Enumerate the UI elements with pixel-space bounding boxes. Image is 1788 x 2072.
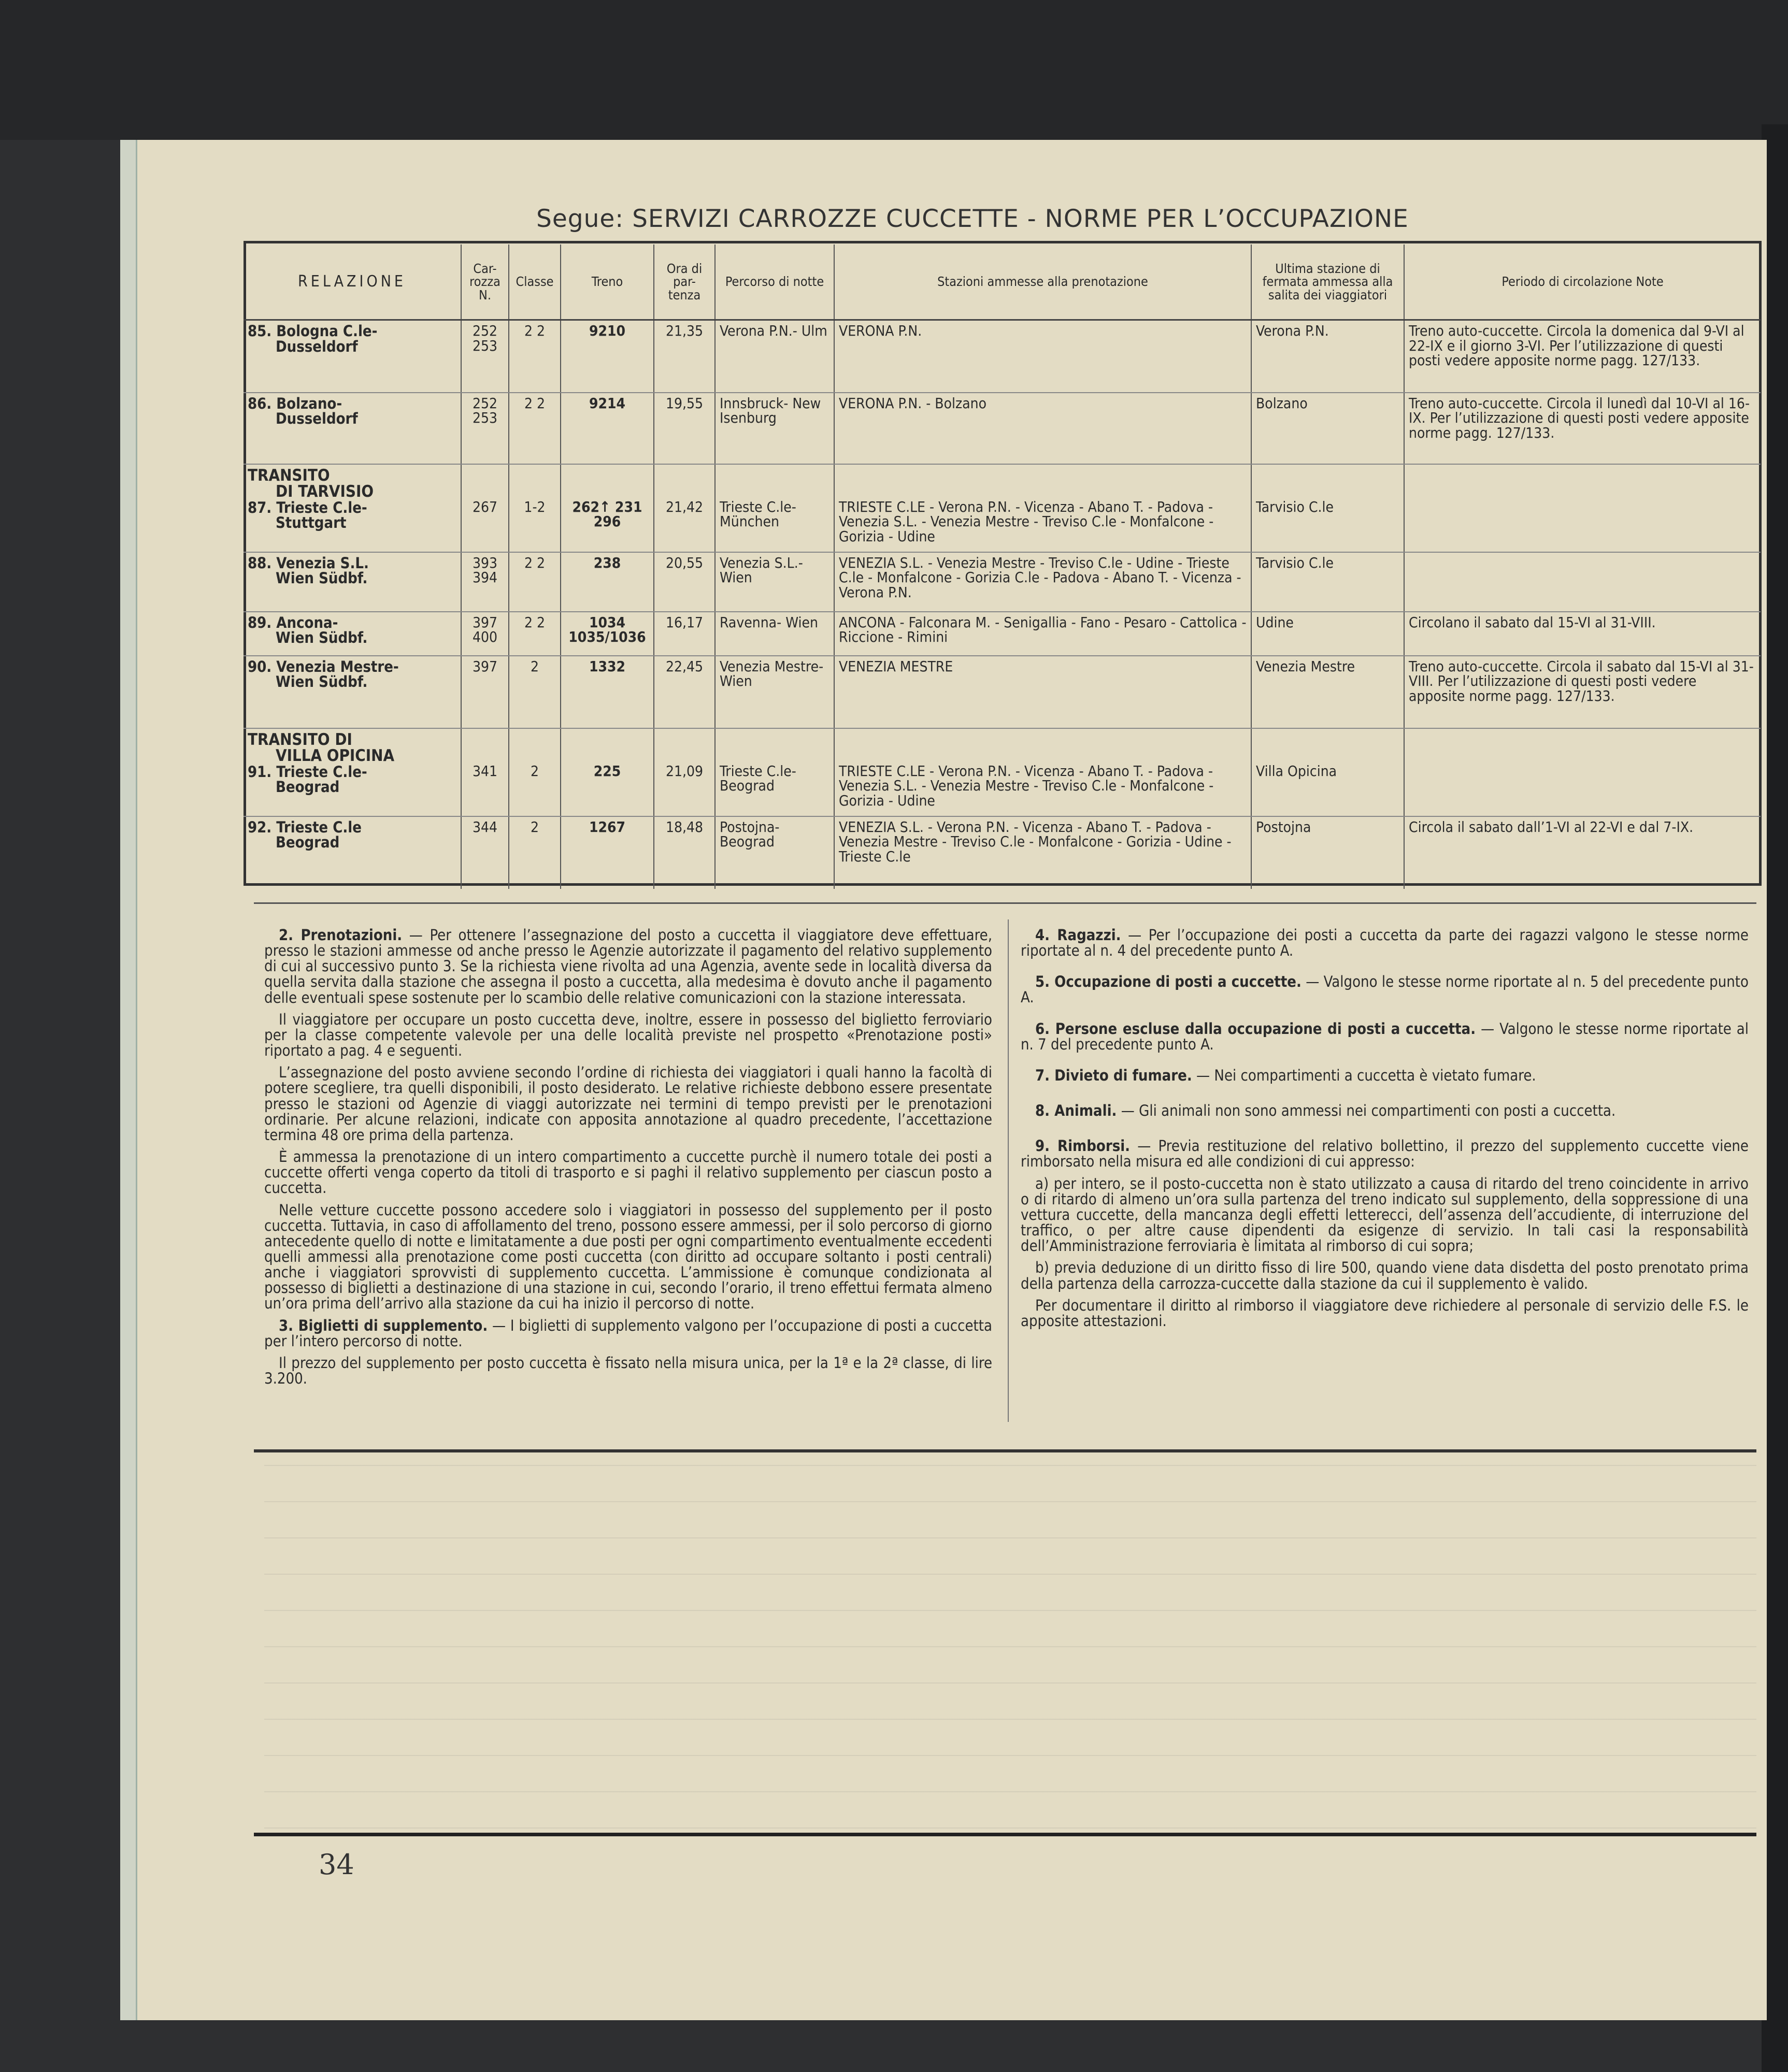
row-ultima: Venezia Mestre <box>1251 656 1404 728</box>
row-classe: 2 2 <box>509 552 561 612</box>
row-stazioni: ANCONA - Falconara M. - Senigallia - Fano - Pesaro - Cattolica - Riccione - Rimini <box>834 612 1251 656</box>
row-ultima: Tarvisio C.le <box>1251 464 1404 552</box>
row-stazioni: VERONA P.N. <box>834 320 1251 393</box>
section-divider <box>254 902 1756 904</box>
right-column <box>1021 927 1749 1335</box>
binder-background <box>0 0 1788 140</box>
row-stazioni: VENEZIA S.L. - Verona P.N. - Vicenza - Abano T. - Padova - Venezia Mestre - Treviso C.le - Monfalcone - Gorizia - Udine - Trieste C.le <box>834 816 1251 889</box>
row-classe: 2 2 <box>509 612 561 656</box>
row-carrozza: 397 400 <box>461 612 509 656</box>
header-ora: Ora di par-tenza <box>654 244 715 320</box>
row-treno: 9210 <box>561 320 654 393</box>
row-carrozza: 267 <box>461 464 509 552</box>
row-classe: 2 <box>509 728 561 816</box>
paragraph: b) previa deduzione di un diritto fisso di lire 500, quando viene data disdetta del posto prenotato prima della partenza della carrozza-cuccette dalla stazione da cui il supplemento è valido. <box>1021 1259 1749 1292</box>
row-classe: 1-2 <box>509 464 561 552</box>
row-ora: 21,42 <box>654 464 715 552</box>
row-carrozza: 252 253 <box>461 393 509 464</box>
row-ultima: Bolzano <box>1251 393 1404 464</box>
header-stazioni: Stazioni ammesse alla prenotazione <box>834 244 1251 320</box>
section-tarvisio: TRANSITO <box>248 466 330 485</box>
row-carrozza: 397 <box>461 656 509 728</box>
row-note: Treno auto-cuccette. Circola la domenica dal 9-VI al 22-IX e il giorno 3-VI. Per l’utilizzazione di questi posti vedere apposite norme pagg. 127/133. <box>1404 320 1761 393</box>
paragraph-prenotazioni: 2. Prenotazioni. — Per ottenere l’assegnazione del posto a cuccetta il viaggiatore deve effettuare, presso le stazioni ammesse od anche presso le Agenzie autorizzate il pagamento del relativo supplemento di cui al successivo punto 3. Se la richiesta viene rivolta ad una Agenzia, avente sede in località diversa da quella servita dalla stazione che assegna il posto a cuccetta, alla medesima è dovuto anche il pagamento delle eventuali spese sostenute per lo scambio delle relative comunicazioni con la stazione interessata. <box>264 926 992 1006</box>
row-ultima: Tarvisio C.le <box>1251 552 1404 612</box>
row-carrozza: 341 <box>461 728 509 816</box>
paragraph: È ammessa la prenotazione di un intero compartimento a cuccette purchè il numero totale dei posti a cuccette offerti venga coperto da titoli di trasporto e si paghi il relativo supplemento per ciascun posto a cuccetta. <box>264 1148 992 1197</box>
row-carrozza: 252 253 <box>461 320 509 393</box>
header-percorso: Percorso di notte <box>715 244 834 320</box>
table-row <box>244 320 1761 393</box>
timetable <box>244 244 1761 889</box>
paragraph-biglietti: 3. Biglietti di supplemento. — I biglietti di supplemento valgono per l’occupazione di posti a cuccetta per l’intero percorso di notte. <box>264 1316 992 1350</box>
row-ora: 16,17 <box>654 612 715 656</box>
paragraph: Il prezzo del supplemento per posto cuccetta è fissato nella misura unica, per la 1ª e la 2ª classe, di lire 3.200. <box>264 1354 992 1388</box>
row-ora: 22,45 <box>654 656 715 728</box>
row-percorso: Innsbruck- New Isenburg <box>715 393 834 464</box>
row-classe: 2 <box>509 816 561 889</box>
row-treno: 9214 <box>561 393 654 464</box>
header-ultima: Ultima stazione di fermata ammessa alla salita dei viaggiatori <box>1251 244 1404 320</box>
row-note <box>1404 464 1761 552</box>
row-stazioni: VENEZIA S.L. - Venezia Mestre - Treviso C.le - Udine - Trieste C.le - Monfalcone - Gorizia C.le - Padova - Abano T. - Vicenza - Verona P.N. <box>834 552 1251 612</box>
row-note: Treno auto-cuccette. Circola il lunedì dal 10-VI al 16-IX. Per l’utilizzazione di questi posti vedere apposite norme pagg. 127/133. <box>1404 393 1761 464</box>
header-relazione: RELAZIONE <box>244 244 461 320</box>
row-treno: 225 <box>561 728 654 816</box>
row-classe: 2 <box>509 656 561 728</box>
header-classe: Classe <box>509 244 561 320</box>
row-stazioni: TRIESTE C.LE - Verona P.N. - Vicenza - Abano T. - Padova - Venezia S.L. - Venezia Mestre - Treviso C.le - Monfalcone - Gorizia - Udine <box>834 464 1251 552</box>
row-ora: 18,48 <box>654 816 715 889</box>
row-percorso: Venezia S.L.- Wien <box>715 552 834 612</box>
row-percorso: Verona P.N.- Ulm <box>715 320 834 393</box>
table-row <box>244 393 1761 464</box>
left-column <box>264 927 992 1392</box>
paragraph-occupazione: 5. Occupazione di posti a cuccette. — Valgono le stesse norme riportate al n. 5 del precedente punto A. <box>1021 973 1749 1006</box>
column-divider <box>1008 919 1009 1422</box>
page-title: Segue: SERVIZI CARROZZE CUCCETTE - NORME PER L’OCCUPAZIONE <box>536 205 1409 233</box>
row-treno: 1034 1035/1036 <box>561 612 654 656</box>
row-stazioni: VERONA P.N. - Bolzano <box>834 393 1251 464</box>
row-carrozza: 393 394 <box>461 552 509 612</box>
row-note: Treno auto-cuccette. Circola il sabato dal 15-VI al 31-VIII. Per l’utilizzazione di questi posti vedere apposite norme pagg. 127/133. <box>1404 656 1761 728</box>
row-percorso: Ravenna- Wien <box>715 612 834 656</box>
row-note: Circolano il sabato dal 15-VI al 31-VIII. <box>1404 612 1761 656</box>
row-treno: 1267 <box>561 816 654 889</box>
paragraph-divieto: 7. Divieto di fumare. — Nei compartimenti a cuccetta è vietato fumare. <box>1035 1066 1536 1084</box>
row-ora: 21,35 <box>654 320 715 393</box>
section-opicina: TRANSITO DI <box>248 730 352 749</box>
page-edge <box>120 140 137 2020</box>
paragraph: Il viaggiatore per occupare un posto cuccetta deve, inoltre, essere in possesso del biglietto ferroviario per la classe competente valevole per una delle località previste nel prospetto «Prenotazione posti» riportato a pag. 4 e seguenti. <box>264 1010 992 1060</box>
table-header <box>244 244 1761 320</box>
row-note: Circola il sabato dall’1-VI al 22-VI e dal 7-IX. <box>1404 816 1761 889</box>
paragraph: Per documentare il diritto al rimborso il viaggiatore deve richiedere al personale di servizio delle F.S. le apposite attestazioni. <box>1021 1296 1749 1330</box>
row-relazione: 92. Trieste C.le Beograd <box>248 818 362 852</box>
paragraph-persone-escluse: 6. Persone escluse dalla occupazione di posti a cuccetta. — Valgono le stesse norme riportate al n. 7 del precedente punto A. <box>1021 1019 1749 1053</box>
row-note <box>1404 728 1761 816</box>
row-stazioni: TRIESTE C.LE - Verona P.N. - Vicenza - Abano T. - Padova - Venezia S.L. - Venezia Mestre - Treviso C.le - Monfalcone - Gorizia - Udine <box>834 728 1251 816</box>
header-periodo: Periodo di circolazione Note <box>1404 244 1761 320</box>
table-row <box>244 612 1761 656</box>
show-through-area <box>264 1461 1756 1829</box>
paragraph-animali: 8. Animali. — Gli animali non sono ammessi nei compartimenti con posti a cuccetta. <box>1035 1102 1616 1120</box>
page-number: 34 <box>319 1848 354 1881</box>
row-relazione: 88. Venezia S.L. Wien Südbf. <box>244 552 461 612</box>
header-carrozza: Car-rozza N. <box>461 244 509 320</box>
row-ultima: Verona P.N. <box>1251 320 1404 393</box>
row-classe: 2 2 <box>509 393 561 464</box>
table-row <box>244 552 1761 612</box>
row-relazione: TRANSITO DI VILLA OPICINA 91. Trieste C.le- Beograd <box>244 728 461 816</box>
table-row <box>244 464 1761 552</box>
row-treno: 262↑ 231 296 <box>561 464 654 552</box>
row-relazione: 89. Ancona- Wien Südbf. <box>244 612 461 656</box>
bottom-rule <box>254 1449 1756 1452</box>
row-percorso: Trieste C.le- München <box>715 464 834 552</box>
row-percorso: Postojna- Beograd <box>715 816 834 889</box>
paragraph-ragazzi: 4. Ragazzi. — Per l’occupazione dei posti a cuccetta da parte dei ragazzi valgono le stesse norme riportate al n. 4 del precedente punto A. <box>1021 926 1749 960</box>
row-note <box>1404 552 1761 612</box>
row-ultima: Udine <box>1251 612 1404 656</box>
table-row <box>244 728 1761 816</box>
row-ora: 20,55 <box>654 552 715 612</box>
paragraph-rimborsi: 9. Rimborsi. — Previa restituzione del relativo bollettino, il prezzo del supplemento cuccette viene rimborsato nella misura ed alle condizioni di cui appresso: <box>1021 1137 1749 1171</box>
row-stazioni: VENEZIA MESTRE <box>834 656 1251 728</box>
table-row <box>244 816 1761 889</box>
row-relazione: 86. Bolzano- Dusseldorf <box>244 393 461 464</box>
row-ultima: Villa Opicina <box>1251 728 1404 816</box>
row-relazione: TRANSITO DI TARVISIO 87. Trieste C.le- Stuttgart <box>244 464 461 552</box>
row-relazione: 85. Bologna C.le- Dusseldorf <box>244 320 461 393</box>
header-treno: Treno <box>561 244 654 320</box>
row-ultima: Postojna <box>1251 816 1404 889</box>
row-ora: 21,09 <box>654 728 715 816</box>
row-treno: 1332 <box>561 656 654 728</box>
paragraph: Nelle vetture cuccette possono accedere solo i viaggiatori in possesso del supplemento per il posto cuccetta. Tuttavia, in caso di affollamento del treno, possono essere ammessi, per il solo percorso di giorno antecedente quello di notte e limitatamente a due posti per ogni compartimento eventualmente eccedenti quelli ammessi alla prenotazione come posti cuccetta (con diritto ad occupare soltanto i posti centrali) anche i viaggiatori sprovvisti di supplemento cuccetta. L’ammissione è comunque condizionata al possesso di biglietti a destinazione di una stazione in cui, secondo l’orario, il treno effettui fermata almeno un’ora prima dell’arrivo alla stazione da cui ha inizio il percorso di notte. <box>264 1201 992 1313</box>
row-relazione: 90. Venezia Mestre- Wien Südbf. <box>244 656 461 728</box>
footer-rule <box>254 1833 1756 1836</box>
paragraph: L’assegnazione del posto avviene secondo l’ordine di richiesta dei viaggiatori i quali hanno la facoltà di potere scegliere, tra quelli disponibili, il posto desiderato. Le relative richieste debbono essere presentate presso le stazioni od Agenzie di viaggi autorizzate nei termini di tempo previsti per le prenotazioni ordinarie. Per alcune relazioni, indicate con apposita annotazione al quadro precedente, l’accettazione termina 48 ore prima della partenza. <box>264 1063 992 1144</box>
row-carrozza: 344 <box>461 816 509 889</box>
row-percorso: Trieste C.le- Beograd <box>715 728 834 816</box>
table-row <box>244 656 1761 728</box>
paragraph: a) per intero, se il posto-cuccetta non è stato utilizzato a causa di ritardo del treno coincidente in arrivo o di ritardo di almeno un’ora sulla partenza del treno indicato sul supplemento, della soppressione di una vettura cuccette, della mancanza degli effetti letterecci, dell’assenza dell’accudiente, di interruzione del traffico, o per altre cause dipendenti da esigenze di servizio. In tali casi la responsabilità dell’Amministrazione ferroviaria è limitata al rimborso di cui sopra; <box>1021 1174 1749 1255</box>
row-classe: 2 2 <box>509 320 561 393</box>
row-ora: 19,55 <box>654 393 715 464</box>
row-treno: 238 <box>561 552 654 612</box>
row-percorso: Venezia Mestre-Wien <box>715 656 834 728</box>
